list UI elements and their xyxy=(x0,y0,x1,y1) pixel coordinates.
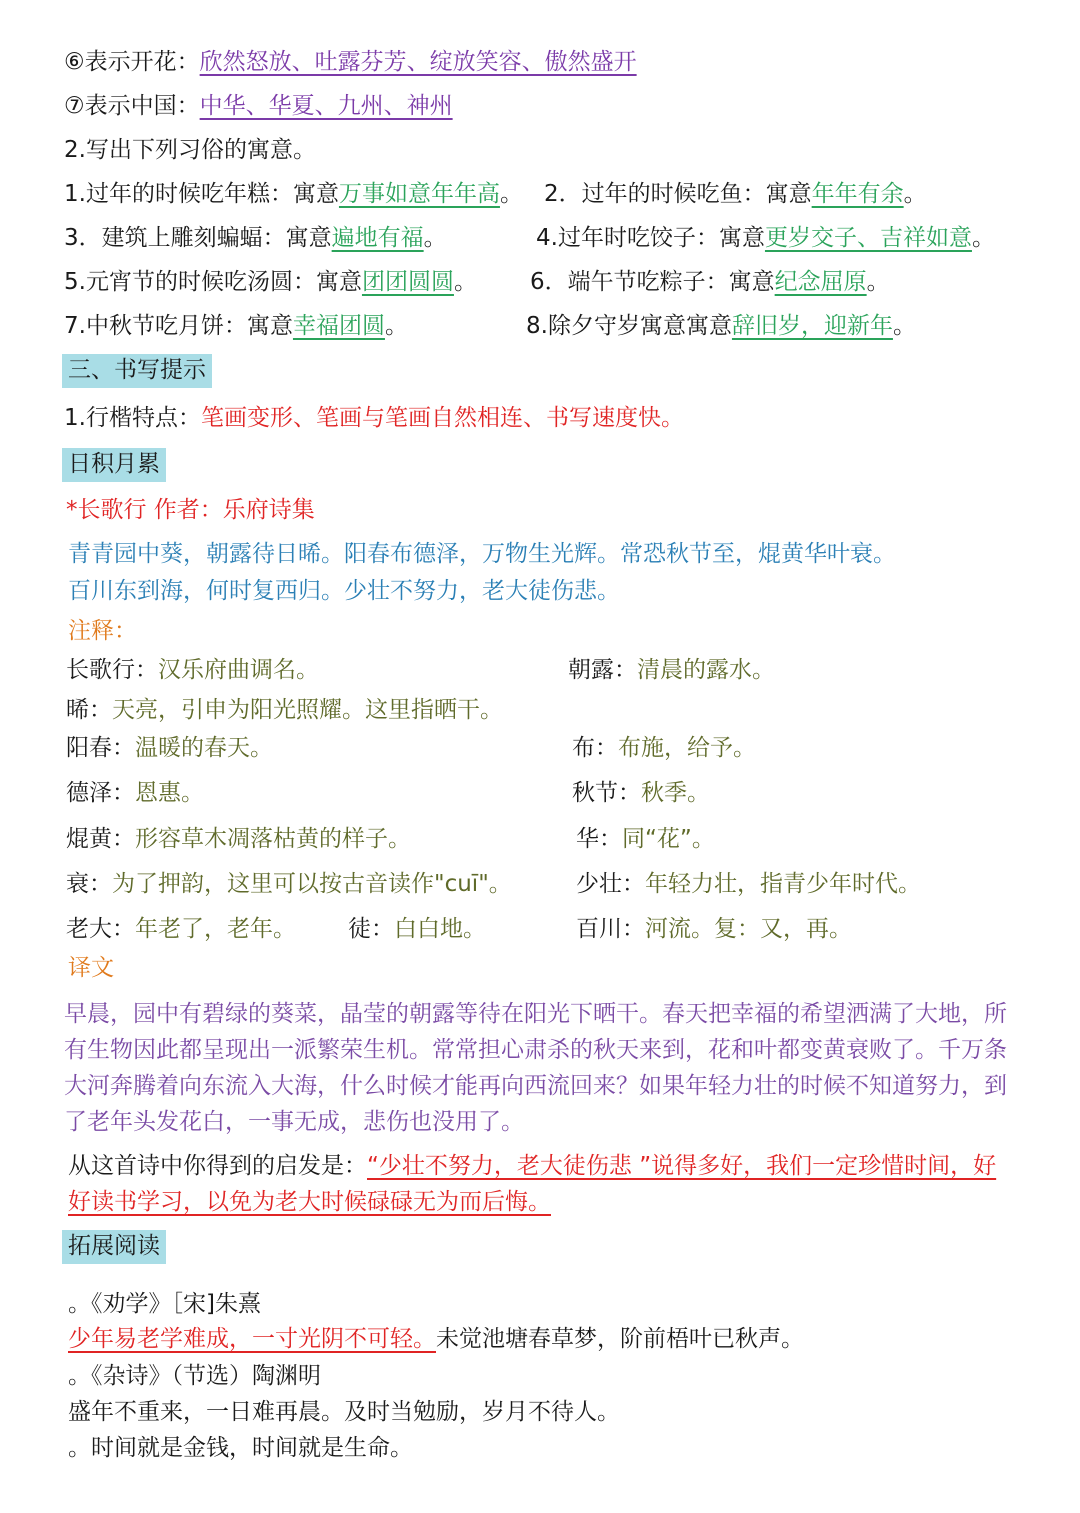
section-heading-daily: 日积月累 xyxy=(62,448,166,482)
custom-end: 。 xyxy=(499,181,523,207)
poem-line-2: 百川东到海，何时复西归。少壮不努力，老大徒伤悲。 xyxy=(68,578,620,604)
vocab-value: 中华、华夏、九州、神州 xyxy=(199,93,453,119)
translation-label: 译文 xyxy=(68,955,114,981)
note-term: 徒： xyxy=(348,916,394,942)
note-term: 华： xyxy=(576,826,622,852)
section-heading-writing: 三、书写提示 xyxy=(62,354,212,388)
writing-label: 1.行楷特点： xyxy=(64,405,201,431)
note-def: 年老了，老年。 xyxy=(135,916,296,942)
custom-label: 5.元宵节的时候吃汤圆：寓意 xyxy=(64,269,362,295)
quote-2: 盛年不重来，一日难再晨。及时当勉励，岁月不待人。 xyxy=(68,1399,620,1425)
note-item xyxy=(66,915,296,944)
translation-text: 早晨，园中有碧绿的葵菜，晶莹的朝露等待在阳光下晒干。春天把幸福的希望洒满了大地，所有生物因此都呈现出一派繁荣生机。常常担心肃杀的秋天来到，花和叶都变黄衰败了。千万条大河奔腾着向东流入大海，什么时候才能再向西流回来？如果年轻力壮的时候不知道努力，到了老年头发花白，一事无成，悲伤也没用了。 xyxy=(64,1001,1007,1135)
note-def: 白白地。 xyxy=(394,916,486,942)
note-item xyxy=(348,915,486,944)
custom-value: 纪念屈原 xyxy=(774,269,867,295)
note-item xyxy=(576,915,852,944)
note-def: 年轻力壮，指青少年时代。 xyxy=(645,871,921,897)
custom-label: 7.中秋节吃月饼：寓意 xyxy=(64,313,293,339)
quote-1-rest: 未觉池塘春草梦，阶前梧叶已秋声。 xyxy=(436,1326,804,1352)
customs-title: 2.写出下列习俗的寓意。 xyxy=(64,137,316,163)
custom-value: 幸福团圆 xyxy=(292,313,385,339)
quote-1-highlight: 少年易老学难成，一寸光阴不可轻。 xyxy=(68,1326,436,1352)
custom-label: 4.过年时吃饺子：寓意 xyxy=(536,225,765,251)
custom-value: 遍地有福 xyxy=(331,225,424,251)
note-term: 德泽： xyxy=(66,780,135,806)
note-term: 阳春： xyxy=(66,735,135,761)
note-item xyxy=(576,825,715,854)
note-term: 朝露： xyxy=(568,657,637,683)
note-term: 秋节： xyxy=(572,780,641,806)
vocab-label: ⑦表示中国： xyxy=(64,93,200,119)
custom-value: 团团圆圆 xyxy=(361,269,454,295)
note-def: 清晨的露水。 xyxy=(637,657,775,683)
custom-item xyxy=(64,224,447,253)
note-item xyxy=(66,825,411,854)
section-heading-extended: 拓展阅读 xyxy=(62,1230,166,1264)
quote-2-title: 。《杂诗》（节选）陶渊明 xyxy=(68,1363,321,1389)
writing-value: 笔画变形、笔画与笔画自然相连、书写速度快。 xyxy=(200,405,684,431)
note-def: 天亮，引申为阳光照耀。这里指晒干。 xyxy=(112,697,503,723)
custom-end: 。 xyxy=(453,269,477,295)
custom-item xyxy=(64,180,523,209)
note-def: 恩惠。 xyxy=(135,780,204,806)
note-term: 百川： xyxy=(576,916,645,942)
note-item xyxy=(66,779,204,808)
vocab-line-6 xyxy=(64,48,637,77)
note-item xyxy=(66,696,503,725)
note-item xyxy=(66,870,512,899)
insight xyxy=(68,1148,1008,1220)
note-def: 为了押韵，这里可以按古音读作"cuī"。 xyxy=(112,871,512,897)
note-term: 衰： xyxy=(66,871,112,897)
custom-label: 8.除夕守岁寓意寓意 xyxy=(526,313,732,339)
notes-label: 注释： xyxy=(68,618,137,644)
custom-end: 。 xyxy=(892,313,916,339)
custom-end: 。 xyxy=(423,225,447,251)
poem-line-1: 青青园中葵，朝露待日晞。阳春布德泽，万物生光辉。常恐秋节至，焜黄华叶衰。 xyxy=(68,541,896,567)
note-item xyxy=(568,656,775,685)
custom-label: 6．端午节吃粽子：寓意 xyxy=(530,269,775,295)
custom-item xyxy=(544,180,927,209)
insight-value: “少壮不努力，老大徒伤悲 ”说得多好，我们一定珍惜时间，好好读书学习，以免为老大时候碌碌无为而后悔。 xyxy=(68,1153,997,1215)
custom-end: 。 xyxy=(384,313,408,339)
note-item xyxy=(572,779,710,808)
note-term: 焜黄： xyxy=(66,826,135,852)
custom-end: 。 xyxy=(903,181,927,207)
poem-title: *长歌行 作者：乐府诗集 xyxy=(66,497,315,523)
custom-value: 年年有余 xyxy=(811,181,904,207)
note-term: 少壮： xyxy=(576,871,645,897)
custom-label: 1.过年的时候吃年糕：寓意 xyxy=(64,181,339,207)
note-item xyxy=(572,734,756,763)
note-def: 形容草木凋落枯黄的样子。 xyxy=(135,826,411,852)
note-def: 温暖的春天。 xyxy=(135,735,273,761)
custom-label: 2．过年的时候吃鱼：寓意 xyxy=(544,181,812,207)
note-item xyxy=(66,656,319,685)
note-def: 同“花”。 xyxy=(622,826,715,852)
quote-1 xyxy=(68,1325,804,1354)
note-item xyxy=(576,870,921,899)
custom-item xyxy=(536,224,995,253)
vocab-label: ⑥表示开花： xyxy=(64,49,200,75)
custom-item xyxy=(64,312,408,341)
vocab-line-7 xyxy=(64,92,453,121)
note-term: 布： xyxy=(572,735,618,761)
custom-end: 。 xyxy=(971,225,995,251)
note-term: 晞： xyxy=(66,697,112,723)
custom-value: 辞旧岁，迎新年 xyxy=(731,313,893,339)
custom-value: 更岁交子、吉祥如意 xyxy=(764,225,972,251)
note-item xyxy=(66,734,273,763)
insight-label: 从这首诗中你得到的启发是： xyxy=(68,1153,367,1179)
custom-item xyxy=(530,268,890,297)
note-def: 汉乐府曲调名。 xyxy=(158,657,319,683)
quote-1-title: 。《劝学》［宋]朱熹 xyxy=(68,1291,261,1317)
writing-tip xyxy=(64,404,684,433)
custom-end: 。 xyxy=(866,269,890,295)
note-def: 布施，给予。 xyxy=(618,735,756,761)
custom-item xyxy=(526,312,916,341)
vocab-value: 欣然怒放、吐露芬芳、绽放笑容、傲然盛开 xyxy=(199,49,637,75)
custom-value: 万事如意年年高 xyxy=(338,181,500,207)
note-def: 河流。复：又，再。 xyxy=(645,916,852,942)
note-term: 老大： xyxy=(66,916,135,942)
note-term: 长歌行： xyxy=(66,657,158,683)
custom-item xyxy=(64,268,477,297)
custom-label: 3．建筑上雕刻蝙蝠：寓意 xyxy=(64,225,332,251)
note-def: 秋季。 xyxy=(641,780,710,806)
quote-3: 。时间就是金钱，时间就是生命。 xyxy=(68,1435,413,1461)
